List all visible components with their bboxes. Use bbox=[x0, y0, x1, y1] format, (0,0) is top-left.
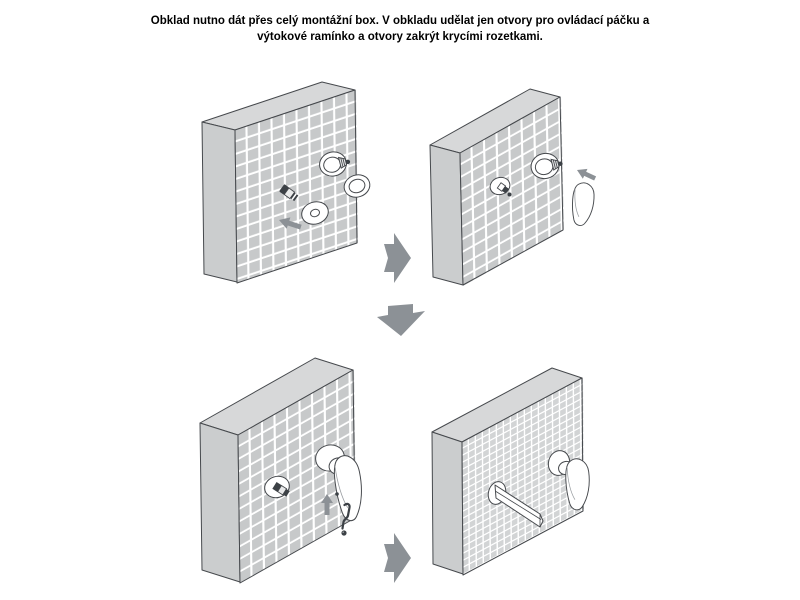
instruction-title-line2: výtokové ramínko a otvory zakrýt krycími rozetkami. bbox=[257, 31, 543, 43]
instruction-title bbox=[0, 13, 800, 45]
wall-side-face bbox=[200, 423, 240, 582]
insert-direction-arrow-icon bbox=[575, 165, 598, 183]
wall-side-face bbox=[432, 432, 463, 574]
screw-icon bbox=[341, 530, 346, 535]
step-3-illustration bbox=[188, 346, 384, 600]
grub-screw bbox=[335, 492, 339, 496]
step-2-illustration bbox=[424, 82, 626, 300]
wall-side-face bbox=[430, 145, 463, 285]
wall-side-face bbox=[202, 122, 237, 282]
step-1-illustration bbox=[188, 76, 384, 312]
flow-arrow-right-icon bbox=[384, 533, 411, 583]
flow-arrow-down-icon bbox=[377, 304, 425, 336]
tiled-wall bbox=[202, 82, 358, 283]
flow-arrow-right-icon bbox=[384, 233, 411, 283]
step-4-illustration bbox=[424, 350, 618, 600]
lever-handle bbox=[571, 182, 596, 226]
instruction-title-line1: Obklad nutno dát přes celý montážní box. V obkladu udělat jen otvory pro ovládací páčku a bbox=[150, 15, 650, 27]
